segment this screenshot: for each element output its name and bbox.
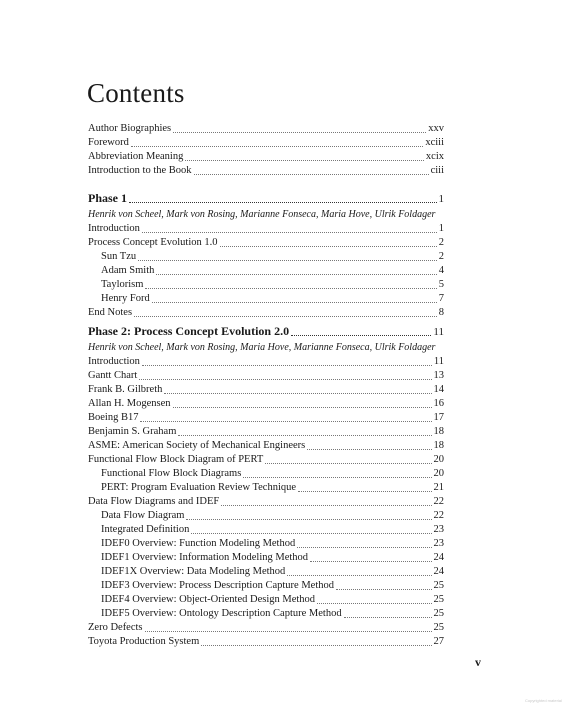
toc-entry-page: ciii	[430, 165, 444, 176]
dot-leader	[164, 393, 431, 394]
dot-leader	[139, 379, 431, 380]
toc-entry-page: 22	[433, 510, 444, 521]
dot-leader	[191, 533, 431, 534]
toc-entry-title: Taylorism	[101, 279, 144, 290]
toc-entry-page: xcix	[425, 151, 444, 162]
dot-leader	[201, 645, 431, 646]
phase-authors: Henrik von Scheel, Mark von Rosing, Marianne Fonseca, Maria Hove, Ulrik Foldager	[88, 209, 436, 220]
toc-entry-page: 2	[438, 251, 444, 262]
toc-entry-title: IDEF3 Overview: Process Description Capture Method	[101, 580, 334, 591]
toc-entry[interactable]	[88, 593, 444, 607]
phase-2-section	[88, 323, 444, 649]
watermark: Copyrighted material	[525, 698, 562, 703]
dot-leader	[134, 316, 437, 317]
toc-entry-page: 20	[433, 468, 444, 479]
phase-entries	[88, 355, 444, 649]
dot-leader	[310, 561, 431, 562]
toc-entry-page: 2	[438, 237, 444, 248]
toc-entry-page: 17	[433, 412, 444, 423]
toc-entry[interactable]	[88, 509, 444, 523]
dot-leader	[220, 246, 437, 247]
toc-entry-page: 14	[433, 384, 444, 395]
toc-entry-page: 25	[433, 622, 444, 633]
toc-entry-title: ASME: American Society of Mechanical Engineers	[88, 440, 306, 451]
dot-leader	[185, 160, 424, 161]
toc-entry[interactable]	[88, 481, 444, 495]
toc-entry[interactable]	[88, 621, 444, 635]
page-title: Contents	[87, 78, 185, 108]
toc-entry[interactable]	[88, 222, 444, 236]
toc-entry[interactable]	[88, 565, 444, 579]
toc-entry-title: Introduction to the Book	[88, 165, 192, 176]
toc-entry-title: Abbreviation Meaning	[88, 151, 184, 162]
toc-entry-page: xxv	[428, 123, 444, 134]
toc-entry-title: Functional Flow Block Diagrams	[101, 468, 242, 479]
toc-entry[interactable]	[88, 383, 444, 397]
toc-entry-page: 8	[438, 307, 444, 318]
phase-heading[interactable]	[88, 323, 444, 340]
toc-entry-title: Introduction	[88, 223, 140, 234]
toc-entry-title: PERT: Program Evaluation Review Technique	[101, 482, 297, 493]
dot-leader	[156, 274, 436, 275]
toc-entry-page: 24	[433, 566, 444, 577]
toc-entry[interactable]	[88, 136, 444, 150]
toc-entry-page: 4	[438, 265, 444, 276]
toc-entry-title: End Notes	[88, 307, 133, 318]
dot-leader	[138, 260, 437, 261]
toc-entry-page: 27	[433, 636, 444, 647]
dot-leader	[129, 202, 437, 203]
toc-entry-page: 25	[433, 608, 444, 619]
toc-entry-page: 23	[433, 524, 444, 535]
toc-entry[interactable]	[88, 164, 444, 178]
dot-leader	[243, 477, 431, 478]
toc-entry[interactable]	[88, 397, 444, 411]
phase-page: 1	[438, 193, 444, 205]
toc-entry-title: Toyota Production System	[88, 636, 200, 647]
toc-entry[interactable]	[88, 607, 444, 621]
toc-entry-title: Allan H. Mogensen	[88, 398, 171, 409]
page-folio: v	[475, 655, 481, 669]
toc-entry-title: IDEF4 Overview: Object-Oriented Design Method	[101, 594, 316, 605]
toc-entry-title: IDEF1X Overview: Data Modeling Method	[101, 566, 286, 577]
dot-leader	[173, 132, 426, 133]
dot-leader	[140, 421, 431, 422]
toc-entry-title: Author Biographies	[88, 123, 172, 134]
toc-entry[interactable]	[88, 150, 444, 164]
toc-entry[interactable]	[88, 467, 444, 481]
toc-entry-title: IDEF5 Overview: Ontology Description Capture Method	[101, 608, 342, 619]
toc-entry-title: Sun Tzu	[101, 251, 137, 262]
dot-leader	[145, 631, 432, 632]
toc-entry[interactable]	[88, 495, 444, 509]
toc-entry-title: Gantt Chart	[88, 370, 138, 381]
toc-entry[interactable]	[88, 453, 444, 467]
toc-entry-title: Process Concept Evolution 1.0	[88, 237, 218, 248]
dot-leader	[152, 302, 437, 303]
toc-entry-title: IDEF0 Overview: Function Modeling Method	[101, 538, 296, 549]
toc-entry-page: 1	[438, 223, 444, 234]
dot-leader	[194, 174, 429, 175]
toc-entry[interactable]	[88, 264, 444, 278]
toc-entry-title: Foreword	[88, 137, 129, 148]
dot-leader	[291, 335, 431, 336]
dot-leader	[298, 491, 431, 492]
dot-leader	[317, 603, 431, 604]
toc-entry-title: IDEF1 Overview: Information Modeling Method	[101, 552, 309, 563]
toc-entry-page: 11	[433, 356, 444, 367]
front-matter-list	[88, 122, 444, 178]
toc-entry[interactable]	[88, 278, 444, 292]
toc-entry-title: Henry Ford	[101, 293, 150, 304]
dot-leader	[287, 575, 431, 576]
dot-leader	[186, 519, 431, 520]
toc-entry-title: Adam Smith	[101, 265, 155, 276]
toc-entry-title: Introduction	[88, 356, 140, 367]
phase-title: Phase 1	[88, 191, 127, 205]
toc-entry-page: 5	[438, 279, 444, 290]
toc-entry[interactable]	[88, 292, 444, 306]
toc-entry[interactable]	[88, 425, 444, 439]
dot-leader	[307, 449, 431, 450]
toc-entry-page: 25	[433, 580, 444, 591]
toc-entry-page: 23	[433, 538, 444, 549]
phase-1-section	[88, 190, 444, 320]
toc-entry-page: 16	[433, 398, 444, 409]
toc-entry-title: Boeing B17	[88, 412, 139, 423]
toc-entry[interactable]	[88, 411, 444, 425]
dot-leader	[336, 589, 432, 590]
toc-entry[interactable]	[88, 523, 444, 537]
toc-entry-page: 20	[433, 454, 444, 465]
phase-page: 11	[433, 326, 444, 338]
dot-leader	[221, 505, 431, 506]
dot-leader	[297, 547, 431, 548]
toc-entry[interactable]	[88, 355, 444, 369]
toc-entry[interactable]	[88, 551, 444, 565]
toc-entry[interactable]	[88, 236, 444, 250]
toc-entry-page: 7	[438, 293, 444, 304]
toc-entry-title: Data Flow Diagram	[101, 510, 185, 521]
toc-entry-page: 18	[433, 440, 444, 451]
toc-entry-page: 22	[433, 496, 444, 507]
dot-leader	[142, 365, 432, 366]
dot-leader	[142, 232, 437, 233]
toc-entry[interactable]	[88, 537, 444, 551]
phase-authors: Henrik von Scheel, Mark von Rosing, Maria Hove, Marianne Fonseca, Ulrik Foldager	[88, 342, 436, 353]
toc-entry-page: xciii	[425, 137, 444, 148]
toc-entry[interactable]	[88, 250, 444, 264]
toc-entry[interactable]	[88, 635, 444, 649]
toc-entry-page: 25	[433, 594, 444, 605]
toc-entry-title: Benjamin S. Graham	[88, 426, 177, 437]
toc-entry-page: 13	[433, 370, 444, 381]
dot-leader	[145, 288, 436, 289]
toc-entry-title: Functional Flow Block Diagram of PERT	[88, 454, 264, 465]
toc-entry[interactable]	[88, 369, 444, 383]
toc-entry[interactable]	[88, 306, 444, 320]
toc-entry-page: 21	[433, 482, 444, 493]
toc-entry-title: Data Flow Diagrams and IDEF	[88, 496, 220, 507]
toc-entry[interactable]	[88, 439, 444, 453]
toc-entry-title: Frank B. Gilbreth	[88, 384, 163, 395]
toc-entry-title: Zero Defects	[88, 622, 143, 633]
dot-leader	[131, 146, 424, 147]
phase-title: Phase 2: Process Concept Evolution 2.0	[88, 324, 290, 338]
toc-entry-title: Integrated Definition	[101, 524, 190, 535]
dot-leader	[344, 617, 432, 618]
toc-entry-page: 24	[433, 552, 444, 563]
dot-leader	[178, 435, 431, 436]
phase-heading[interactable]	[88, 190, 444, 207]
toc-entry[interactable]	[88, 579, 444, 593]
toc-entry[interactable]	[88, 122, 444, 136]
toc-entry-page: 18	[433, 426, 444, 437]
dot-leader	[265, 463, 431, 464]
phase-entries	[88, 222, 444, 320]
dot-leader	[173, 407, 432, 408]
